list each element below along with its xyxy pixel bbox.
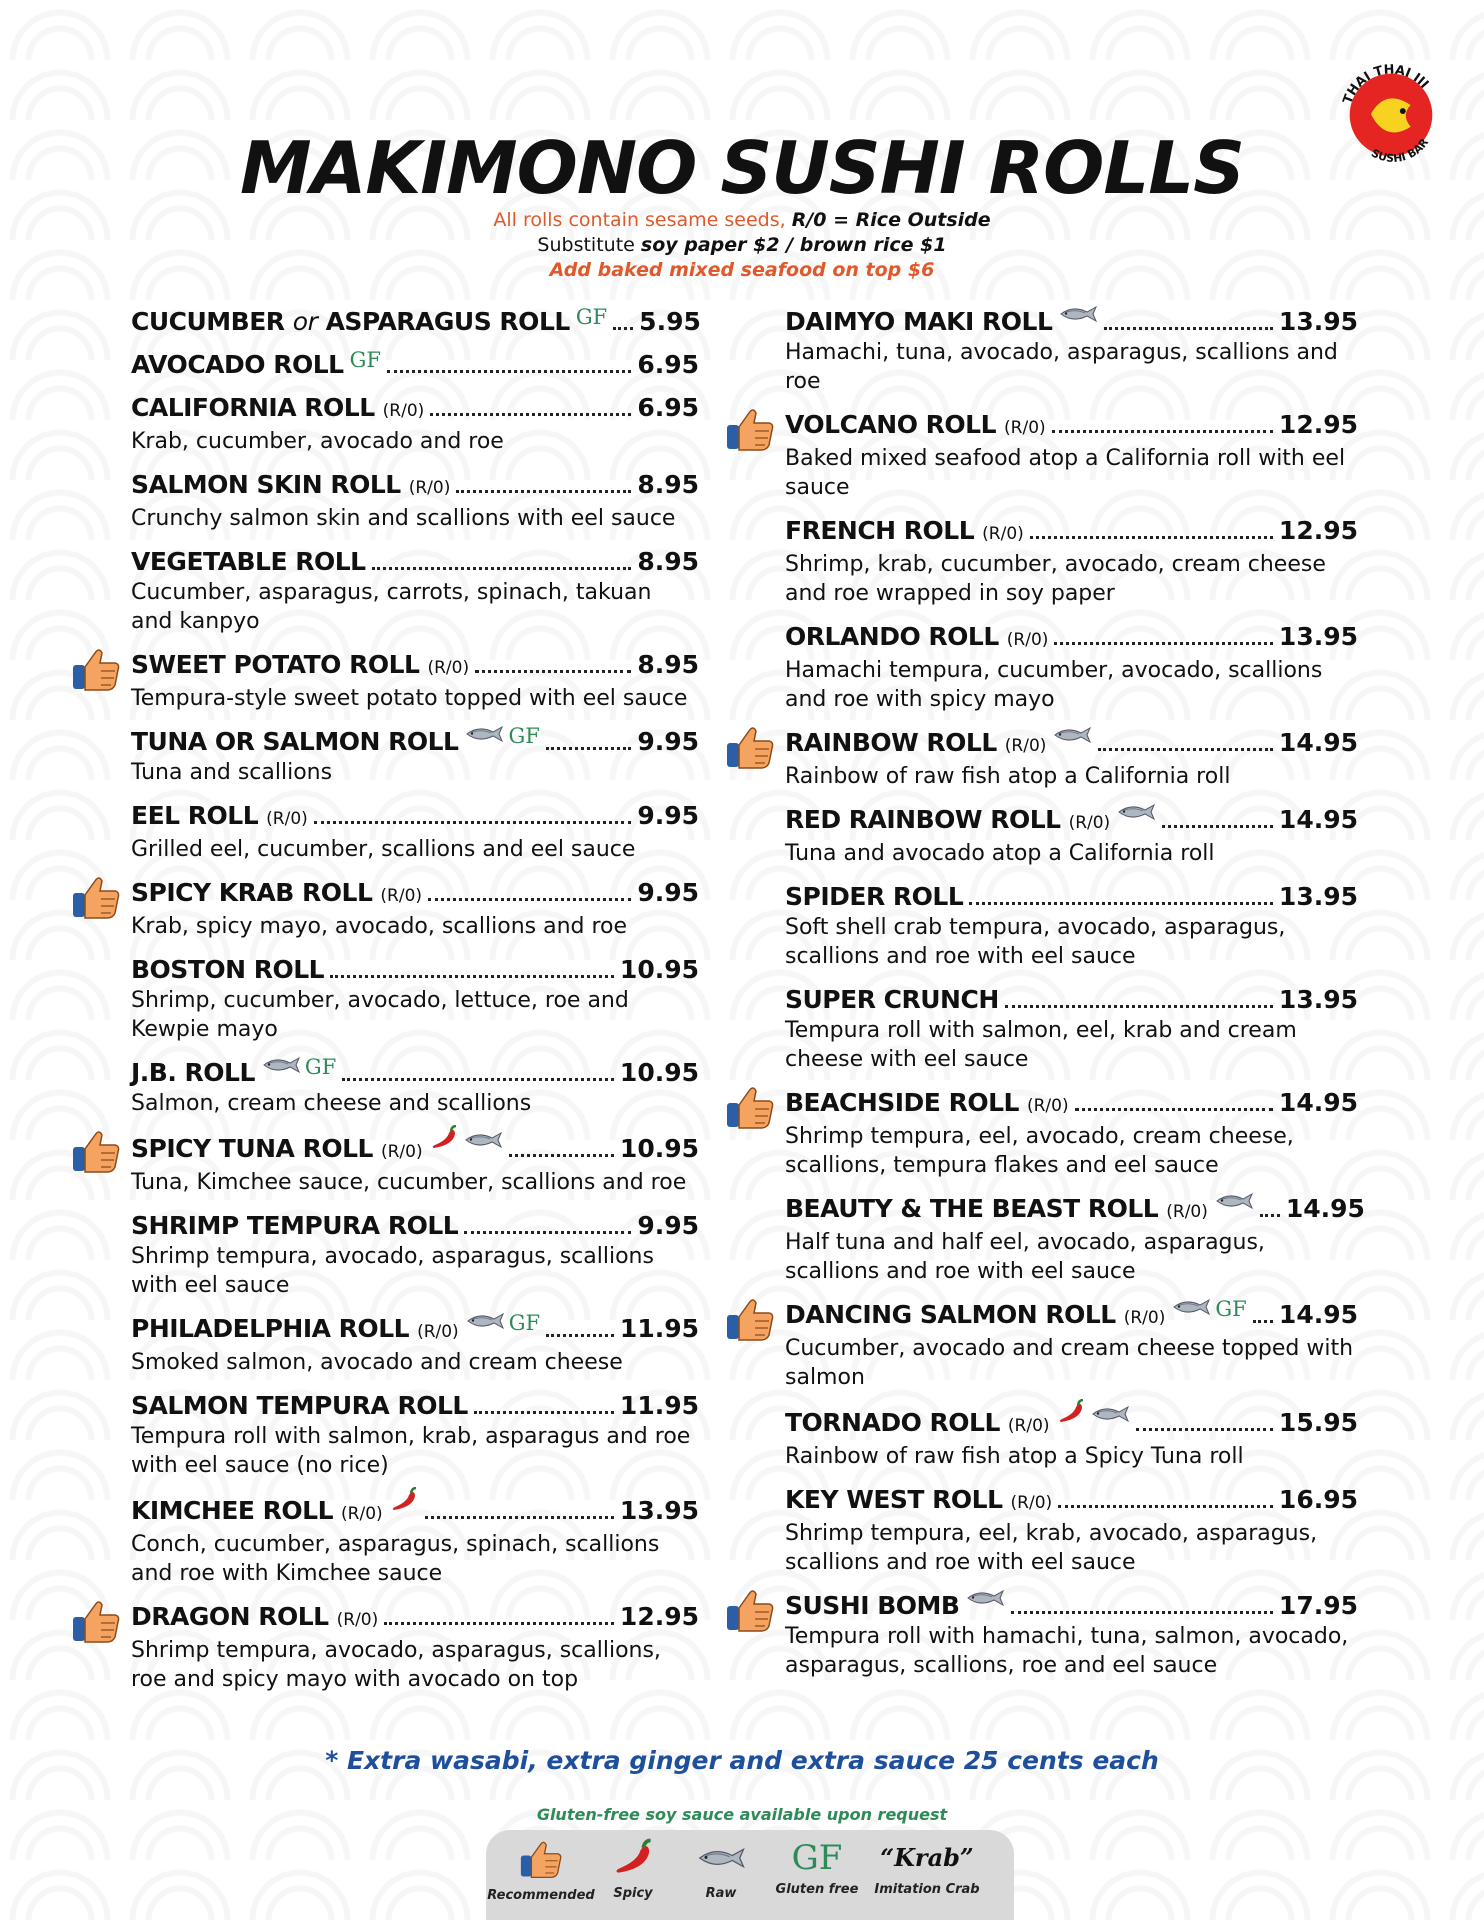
menu-item <box>131 469 699 533</box>
item-price: 8.95 <box>637 650 699 679</box>
fish-icon <box>464 724 504 744</box>
menu-item <box>785 1405 1358 1471</box>
thumbs-up-icon <box>725 405 775 453</box>
recommended-icon <box>71 873 121 921</box>
thumbs-up-icon <box>71 645 121 693</box>
item-title-row <box>785 1405 1358 1442</box>
thumbs-up-icon <box>725 1295 775 1343</box>
fish-icon <box>261 1055 301 1075</box>
item-name: KEY WEST ROLL <box>785 1485 1003 1514</box>
rice-outside-tag: (R/0) <box>1068 813 1111 833</box>
item-description: Cucumber, asparagus, carrots, spinach, takuan and kanpyo <box>131 580 652 634</box>
item-icons <box>1214 1187 1254 1219</box>
item-price: 14.95 <box>1278 805 1358 834</box>
dot-leader <box>384 1622 614 1625</box>
item-price: 10.95 <box>619 955 699 984</box>
rice-outside-tag: (R/0) <box>266 809 308 829</box>
item-price: 8.95 <box>637 547 699 576</box>
dot-leader <box>1162 825 1273 828</box>
dot-leader <box>456 490 631 493</box>
item-name: SPICY KRAB ROLL <box>131 878 373 907</box>
item-name: TUNA OR SALMON ROLL <box>131 727 459 756</box>
item-name: SWEET POTATO ROLL <box>131 650 420 679</box>
recommended-icon <box>71 1127 121 1175</box>
menu-item <box>785 1193 1365 1286</box>
item-icons <box>465 1307 540 1339</box>
rice-outside-tag: (R/0) <box>1007 1416 1050 1436</box>
dot-leader <box>430 413 631 416</box>
item-name: DAIMYO MAKI ROLL <box>785 307 1053 336</box>
dot-leader <box>428 898 631 901</box>
item-title-row <box>785 306 1358 338</box>
item-price: 16.95 <box>1278 1485 1358 1514</box>
chili-pepper-icon <box>1056 1399 1086 1425</box>
dot-leader <box>1030 536 1273 539</box>
item-price: 14.95 <box>1278 1300 1358 1329</box>
thumbs-up-icon <box>71 1127 121 1175</box>
item-price: 13.95 <box>1278 307 1358 336</box>
rice-outside-tag: (R/0) <box>1123 1308 1166 1328</box>
rice-outside-tag: (R/0) <box>1166 1202 1208 1222</box>
sesame-note: All rolls contain sesame seeds, R/0 = Rice Outside <box>493 209 991 231</box>
item-name: SPIDER ROLL <box>785 882 964 911</box>
recommended-icon <box>725 723 775 771</box>
fish-icon <box>1171 1297 1211 1317</box>
menu-item <box>785 515 1358 608</box>
item-price: 6.95 <box>637 393 699 422</box>
item-price: 12.95 <box>1278 410 1358 439</box>
item-description: Half tuna and half eel, avocado, asparagus, scallions and roe with eel sauce <box>785 1230 1265 1284</box>
item-title-row <box>131 1493 699 1530</box>
rice-outside-tag: (R/0) <box>427 658 470 678</box>
dot-leader <box>1260 1214 1280 1217</box>
logo-text: THAI THAI III <box>1340 62 1432 107</box>
menu-item <box>131 1057 699 1118</box>
menu-item <box>785 727 1358 791</box>
item-name: J.B. ROLL <box>131 1058 255 1087</box>
fish-icon <box>1116 802 1156 822</box>
item-price: 10.95 <box>619 1058 699 1087</box>
gf-icon: GF <box>575 305 608 329</box>
item-description: Grilled eel, cucumber, scallions and eel sauce <box>131 837 636 862</box>
dot-leader <box>342 1078 614 1081</box>
item-price: 11.95 <box>619 1314 699 1343</box>
item-description: Krab, cucumber, avocado and roe <box>131 429 504 454</box>
item-title-row <box>785 1590 1358 1622</box>
menu-item <box>785 306 1358 396</box>
rice-outside-tag: (R/0) <box>1026 1096 1069 1116</box>
menu-item <box>785 881 1358 971</box>
dot-leader <box>969 902 1273 905</box>
legend-gluten-free: GF Gluten free <box>762 1838 872 1897</box>
item-title-row <box>785 804 1358 839</box>
item-title-row <box>131 392 699 427</box>
item-name: KIMCHEE ROLL <box>131 1496 334 1525</box>
item-name: DRAGON ROLL <box>131 1602 329 1631</box>
fish-icon <box>965 1588 1005 1608</box>
menu-item <box>131 546 699 636</box>
gf-icon: GF <box>791 1838 843 1878</box>
item-price: 12.95 <box>1278 516 1358 545</box>
thumbs-up-icon <box>519 1865 563 1884</box>
item-icons <box>1052 721 1092 753</box>
item-title-row <box>785 1484 1358 1519</box>
item-description: Shrimp tempura, avocado, asparagus, scallions, roe and spicy mayo with avocado on top <box>131 1638 661 1692</box>
item-name: VOLCANO ROLL <box>785 410 997 439</box>
gf-icon: GF <box>508 724 540 748</box>
item-name: AVOCADO ROLL <box>131 350 344 379</box>
dot-leader <box>1005 1005 1273 1008</box>
item-price: 13.95 <box>1278 622 1358 651</box>
dot-leader <box>314 821 632 824</box>
item-title-row <box>131 469 699 504</box>
item-icons <box>576 301 607 333</box>
gf-icon: GF <box>349 348 381 372</box>
dot-leader <box>1011 1611 1272 1614</box>
rice-outside-tag: (R/0) <box>417 1322 459 1342</box>
menu-item <box>131 726 699 787</box>
item-name: SHRIMP TEMPURA ROLL <box>131 1211 459 1240</box>
menu-item <box>131 1601 699 1694</box>
thumbs-up-icon <box>725 1586 775 1634</box>
item-description: Rainbow of raw fish atop a California roll <box>785 764 1231 789</box>
item-name: BEAUTY & THE BEAST ROLL <box>785 1194 1159 1223</box>
rice-outside-tag: (R/0) <box>336 1610 379 1630</box>
menu-item <box>131 349 699 382</box>
menu-item <box>131 1210 699 1300</box>
thumbs-up-icon <box>71 873 121 921</box>
dot-leader <box>546 747 632 750</box>
item-name: SALMON TEMPURA ROLL <box>131 1391 468 1420</box>
item-description: Smoked salmon, avocado and cream cheese <box>131 1350 623 1375</box>
rice-outside-tag: (R/0) <box>1004 736 1047 756</box>
dot-leader <box>1253 1320 1273 1323</box>
dot-leader <box>1136 1428 1273 1431</box>
item-price: 11.95 <box>619 1391 699 1420</box>
menu-header <box>0 128 1484 283</box>
menu-item <box>131 1313 699 1377</box>
dot-leader <box>425 1516 614 1519</box>
gluten-free-soy-note: Gluten-free soy sauce available upon request <box>536 1805 948 1824</box>
item-price: 13.95 <box>619 1496 699 1525</box>
menu-column-left <box>131 306 699 1707</box>
dot-leader <box>1075 1108 1273 1111</box>
item-icons <box>389 1487 419 1521</box>
item-icons <box>261 1051 336 1083</box>
item-description: Shrimp, krab, cucumber, avocado, cream cheese and roe wrapped in soy paper <box>785 552 1326 606</box>
rice-outside-tag: (R/0) <box>341 1504 383 1524</box>
menu-item <box>785 984 1358 1074</box>
dot-leader <box>613 327 633 330</box>
item-name: CALIFORNIA ROLL <box>131 393 375 422</box>
menu-item <box>785 409 1358 502</box>
krab-symbol: “Krab” <box>880 1843 974 1872</box>
item-title-row <box>131 726 699 758</box>
item-description: Conch, cucumber, asparagus, spinach, scallions and roe with Kimchee sauce <box>131 1532 660 1586</box>
dot-leader <box>464 1231 631 1234</box>
item-title-row <box>131 1057 699 1089</box>
item-price: 15.95 <box>1278 1408 1358 1437</box>
dot-leader <box>1052 430 1273 433</box>
fish-icon <box>1058 304 1098 324</box>
menu-column-right <box>785 306 1365 1693</box>
item-name: FRENCH ROLL <box>785 516 975 545</box>
item-description: Tempura roll with salmon, eel, krab and cream cheese with eel sauce <box>785 1018 1297 1072</box>
item-icons <box>1056 1399 1130 1433</box>
rice-outside-tag: (R/0) <box>1006 630 1049 650</box>
fish-icon <box>463 1130 503 1150</box>
item-name: RED RAINBOW ROLL <box>785 805 1061 834</box>
item-title-row <box>785 727 1358 762</box>
item-title-row <box>785 1193 1365 1228</box>
menu-item <box>131 1390 699 1480</box>
menu-item <box>785 1087 1358 1180</box>
baked-seafood-note: Add baked mixed seafood on top $6 <box>549 259 935 281</box>
dot-leader <box>474 1411 614 1414</box>
rice-outside-tag: (R/0) <box>982 524 1024 544</box>
fish-icon <box>465 1311 505 1331</box>
item-title-row <box>785 881 1358 913</box>
dot-leader <box>1054 642 1273 645</box>
item-title-row <box>131 1390 699 1422</box>
menu-item <box>131 800 699 864</box>
item-description: Tempura roll with hamachi, tuna, salmon, avocado, asparagus, scallions, roe and eel sauce <box>785 1624 1349 1678</box>
legend-imitation-crab: “Krab” Imitation Crab <box>872 1838 982 1897</box>
item-name: SPICY TUNA ROLL <box>131 1134 373 1163</box>
item-icons <box>1058 300 1098 332</box>
thumbs-up-icon <box>725 723 775 771</box>
menu-item <box>131 954 699 1044</box>
item-price: 10.95 <box>619 1134 699 1163</box>
item-title-row <box>131 349 699 382</box>
item-price: 9.95 <box>637 801 699 830</box>
item-title-row <box>131 306 699 339</box>
recommended-icon <box>725 1295 775 1343</box>
svg-text:SUSHI BAR: SUSHI BAR <box>1369 135 1432 166</box>
rice-outside-tag: (R/0) <box>1004 418 1046 438</box>
item-title-row <box>131 546 699 578</box>
item-title-row <box>131 1313 699 1348</box>
chili-pepper-icon <box>611 1838 655 1878</box>
item-description: Hamachi tempura, cucumber, avocado, scallions and roe with spicy mayo <box>785 658 1323 712</box>
dot-leader <box>1098 748 1273 751</box>
rice-outside-tag: (R/0) <box>382 401 425 421</box>
item-icons <box>965 1584 1005 1616</box>
item-price: 14.95 <box>1278 728 1358 757</box>
rice-outside-tag: (R/0) <box>1010 1493 1053 1513</box>
fish-icon <box>1214 1191 1254 1211</box>
item-name: SUSHI BOMB <box>785 1591 960 1620</box>
item-name: DANCING SALMON ROLL <box>785 1300 1116 1329</box>
menu-item <box>131 649 699 713</box>
chili-pepper-icon <box>611 1863 655 1882</box>
item-description: Salmon, cream cheese and scallions <box>131 1091 532 1116</box>
item-title-row <box>131 1601 699 1636</box>
dot-leader <box>475 670 631 673</box>
item-icons <box>1171 1293 1246 1325</box>
menu-item <box>785 1299 1358 1392</box>
recommended-icon <box>725 1083 775 1131</box>
item-price: 9.95 <box>637 727 699 756</box>
rice-outside-tag: (R/0) <box>380 1142 423 1162</box>
item-price: 8.95 <box>637 470 699 499</box>
item-description: Tuna and avocado atop a California roll <box>785 841 1215 866</box>
dot-leader <box>1104 327 1273 330</box>
menu-item <box>131 877 699 941</box>
dot-leader <box>387 370 631 373</box>
item-title-row <box>131 1131 699 1168</box>
item-title-row <box>131 877 699 912</box>
menu-item <box>131 1131 699 1197</box>
legend-spicy: Spicy <box>578 1838 688 1901</box>
chili-pepper-icon <box>389 1487 419 1513</box>
item-description: Tuna, Kimchee sauce, cucumber, scallions and roe <box>131 1170 687 1195</box>
item-price: 14.95 <box>1285 1194 1365 1223</box>
item-title-row <box>785 515 1358 550</box>
menu-item <box>131 1493 699 1588</box>
item-description: Baked mixed seafood atop a California roll with eel sauce <box>785 446 1346 500</box>
fish-icon <box>1090 1404 1130 1424</box>
substitute-note: Substitute soy paper $2 / brown rice $1 <box>537 234 947 256</box>
chili-pepper-icon <box>429 1125 459 1151</box>
legend-recommended: Recommended <box>486 1838 596 1903</box>
item-icons <box>429 1125 503 1159</box>
menu-item <box>131 392 699 456</box>
thumbs-up-icon <box>519 1838 563 1880</box>
rice-outside-tag: (R/0) <box>380 886 423 906</box>
recommended-icon <box>725 1586 775 1634</box>
thumbs-up-icon <box>725 1083 775 1131</box>
item-price: 13.95 <box>1278 882 1358 911</box>
dot-leader <box>509 1154 614 1157</box>
item-description: Cucumber, avocado and cream cheese topped with salmon <box>785 1336 1354 1390</box>
item-description: Shrimp tempura, avocado, asparagus, scallions with eel sauce <box>131 1244 654 1298</box>
item-description: Shrimp tempura, eel, avocado, cream cheese, scallions, tempura flakes and eel sauce <box>785 1124 1294 1178</box>
item-name: SUPER CRUNCH <box>785 985 999 1014</box>
item-price: 13.95 <box>1278 985 1358 1014</box>
item-description: Crunchy salmon skin and scallions with eel sauce <box>131 506 676 531</box>
thumbs-up-icon <box>71 1597 121 1645</box>
icon-legend <box>486 1830 1014 1920</box>
item-name: EEL ROLL <box>131 801 259 830</box>
menu-item <box>785 1590 1358 1680</box>
item-price: 14.95 <box>1278 1088 1358 1117</box>
item-name: VEGETABLE ROLL <box>131 547 366 576</box>
item-name: BEACHSIDE ROLL <box>785 1088 1019 1117</box>
item-price: 6.95 <box>637 350 699 379</box>
gf-icon: GF <box>1215 1297 1247 1321</box>
menu-item <box>131 306 699 339</box>
page-title: MAKIMONO SUSHI ROLLS <box>240 126 1244 210</box>
gf-icon: GF <box>304 1055 337 1079</box>
item-description: Shrimp tempura, eel, krab, avocado, asparagus, scallions and roe with eel sauce <box>785 1521 1318 1575</box>
item-description: Soft shell crab tempura, avocado, asparagus, scallions and roe with eel sauce <box>785 915 1286 969</box>
item-price: 9.95 <box>637 878 699 907</box>
item-name: BOSTON ROLL <box>131 955 325 984</box>
fish-icon <box>696 1838 746 1878</box>
dot-leader <box>546 1334 614 1337</box>
item-title-row <box>785 1087 1358 1122</box>
recommended-icon <box>725 405 775 453</box>
item-title-row <box>785 1299 1358 1334</box>
recommended-icon <box>71 1597 121 1645</box>
item-description: Krab, spicy mayo, avocado, scallions and roe <box>131 914 628 939</box>
extras-note: * Extra wasabi, extra ginger and extra sauce 25 cents each <box>325 1746 1159 1775</box>
item-name: ORLANDO ROLL <box>785 622 999 651</box>
item-title-row <box>131 800 699 835</box>
menu-item <box>785 1484 1358 1577</box>
item-name: SALMON SKIN ROLL <box>131 470 401 499</box>
item-title-row <box>785 409 1358 444</box>
item-icons <box>350 344 381 376</box>
item-name: CUCUMBER or ASPARAGUS ROLL <box>131 307 570 336</box>
item-icons <box>1116 798 1156 830</box>
rice-outside-tag: (R/0) <box>408 478 451 498</box>
item-price: 5.95 <box>639 307 701 336</box>
item-price: 9.95 <box>637 1211 699 1240</box>
item-description: Hamachi, tuna, avocado, asparagus, scallions and roe <box>785 340 1338 394</box>
dot-leader <box>1058 1505 1273 1508</box>
item-description: Tempura-style sweet potato topped with eel sauce <box>131 686 688 711</box>
dot-leader <box>372 567 632 570</box>
dot-leader <box>330 975 614 978</box>
item-description: Tempura roll with salmon, krab, asparagus and roe with eel sauce (no rice) <box>131 1424 691 1478</box>
item-icons <box>464 720 539 752</box>
legend-raw: Raw <box>666 1838 776 1901</box>
item-title-row <box>131 649 699 684</box>
item-title-row <box>785 984 1358 1016</box>
menu-item <box>785 621 1358 714</box>
item-name: PHILADELPHIA ROLL <box>131 1314 410 1343</box>
item-title-row <box>785 621 1358 656</box>
recommended-icon <box>71 645 121 693</box>
fish-icon <box>1052 725 1092 745</box>
item-name: TORNADO ROLL <box>785 1408 1000 1437</box>
menu-item <box>785 804 1358 868</box>
item-price: 12.95 <box>619 1602 699 1631</box>
item-description: Shrimp, cucumber, avocado, lettuce, roe and Kewpie mayo <box>131 988 629 1042</box>
item-description: Rainbow of raw fish atop a Spicy Tuna roll <box>785 1444 1244 1469</box>
item-price: 17.95 <box>1278 1591 1358 1620</box>
item-description: Tuna and scallions <box>131 760 333 785</box>
fish-icon <box>696 1863 746 1882</box>
gf-icon: GF <box>508 1311 541 1335</box>
item-title-row <box>131 1210 699 1242</box>
item-title-row <box>131 954 699 986</box>
item-name: RAINBOW ROLL <box>785 728 997 757</box>
